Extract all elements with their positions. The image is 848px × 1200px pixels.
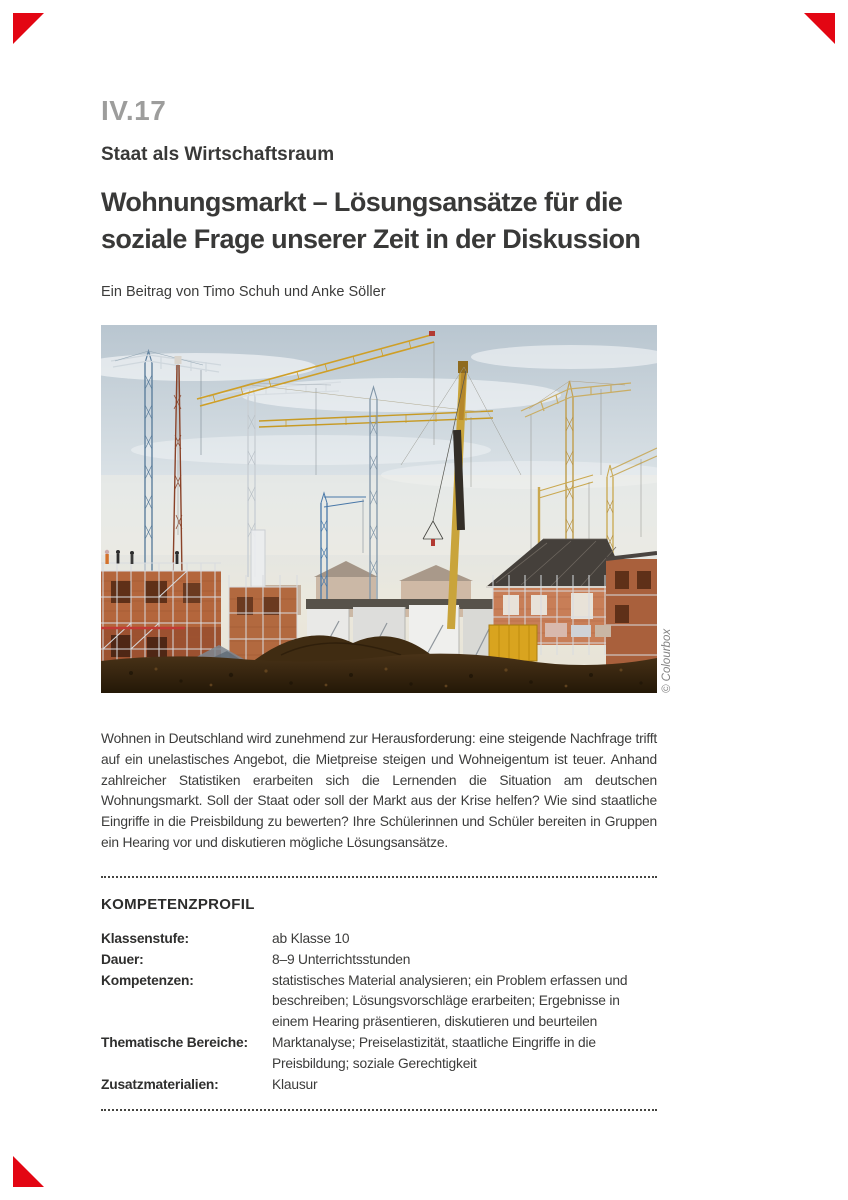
construction-site-illustration <box>101 325 657 693</box>
competence-profile-heading: KOMPETENZPROFIL <box>101 896 255 913</box>
row-label: Dauer: <box>101 951 144 967</box>
row-label: Zusatzmaterialien: <box>101 1076 219 1092</box>
byline: Ein Beitrag von Timo Schuh und Anke Söller <box>101 284 386 300</box>
row-value: Klausur <box>272 1076 318 1092</box>
row-label: Thematische Bereiche: <box>101 1034 248 1050</box>
row-value: 8–9 Unterrichtsstunden <box>272 951 411 967</box>
corner-mark-top-left <box>13 13 44 44</box>
brick-house-far-right <box>606 553 657 670</box>
table-row-klassenstufe <box>101 929 657 950</box>
competence-profile-table <box>101 929 657 1095</box>
row-label: Kompetenzen: <box>101 972 194 988</box>
table-row-kompetenzen <box>101 971 657 1033</box>
table-row-dauer <box>101 950 657 971</box>
corner-mark-top-right <box>804 13 835 44</box>
dotted-divider-bottom <box>101 1109 657 1111</box>
intro-paragraph: Wohnen in Deutschland wird zunehmend zur Herausforderung: eine steigende Nachfrage trifft auf ein unelastisches Angebot, die Mietpreise steigen und Wohneigentum ist teuer. Anhand zahlreicher Statistiken erarbeiten sich die Lernenden die Situation am deutschen Wohnungsmarkt. Soll der Staat oder soll der Markt aus der Krise helfen? Wie sind staatliche Eingriffe in die Preisbildung zu bewerten? Ihre Schülerinnen und Schüler bereiten in Gruppen ein Hearing vor und diskutieren mögliche Lösungsansätze. <box>101 731 657 850</box>
row-value: statistisches Material analysieren; ein Problem erfassen und beschreiben; Lösungsvorschläge erarbeiten; Ergebnisse in einem Hearing präsentieren, diskutieren und beurteilen <box>272 972 628 1030</box>
corner-mark-bottom-left <box>13 1156 44 1187</box>
yellow-container <box>489 625 537 661</box>
photo-credit: © Colourbox <box>661 628 673 693</box>
row-label: Klassenstufe: <box>101 931 189 946</box>
row-value: ab Klasse 10 <box>272 931 350 946</box>
dotted-divider-top <box>101 876 657 878</box>
row-value: Marktanalyse; Preiselastizität, staatliche Eingriffe in die Preisbildung; soziale Gerechtigkeit <box>272 1034 596 1071</box>
series-code: IV.17 <box>101 95 167 126</box>
table-row-zusatzmaterialien <box>101 1075 657 1096</box>
page-title-line1: Wohnungsmarkt – Lösungsansätze für die <box>101 187 623 217</box>
page-title-line2: soziale Frage unserer Zeit in der Diskussion <box>101 224 641 254</box>
material-stacks <box>545 623 611 637</box>
category-heading: Staat als Wirtschaftsraum <box>101 144 335 165</box>
table-row-thematische-bereiche <box>101 1033 657 1075</box>
construction-site-photo <box>101 325 657 693</box>
page-title <box>101 184 721 258</box>
